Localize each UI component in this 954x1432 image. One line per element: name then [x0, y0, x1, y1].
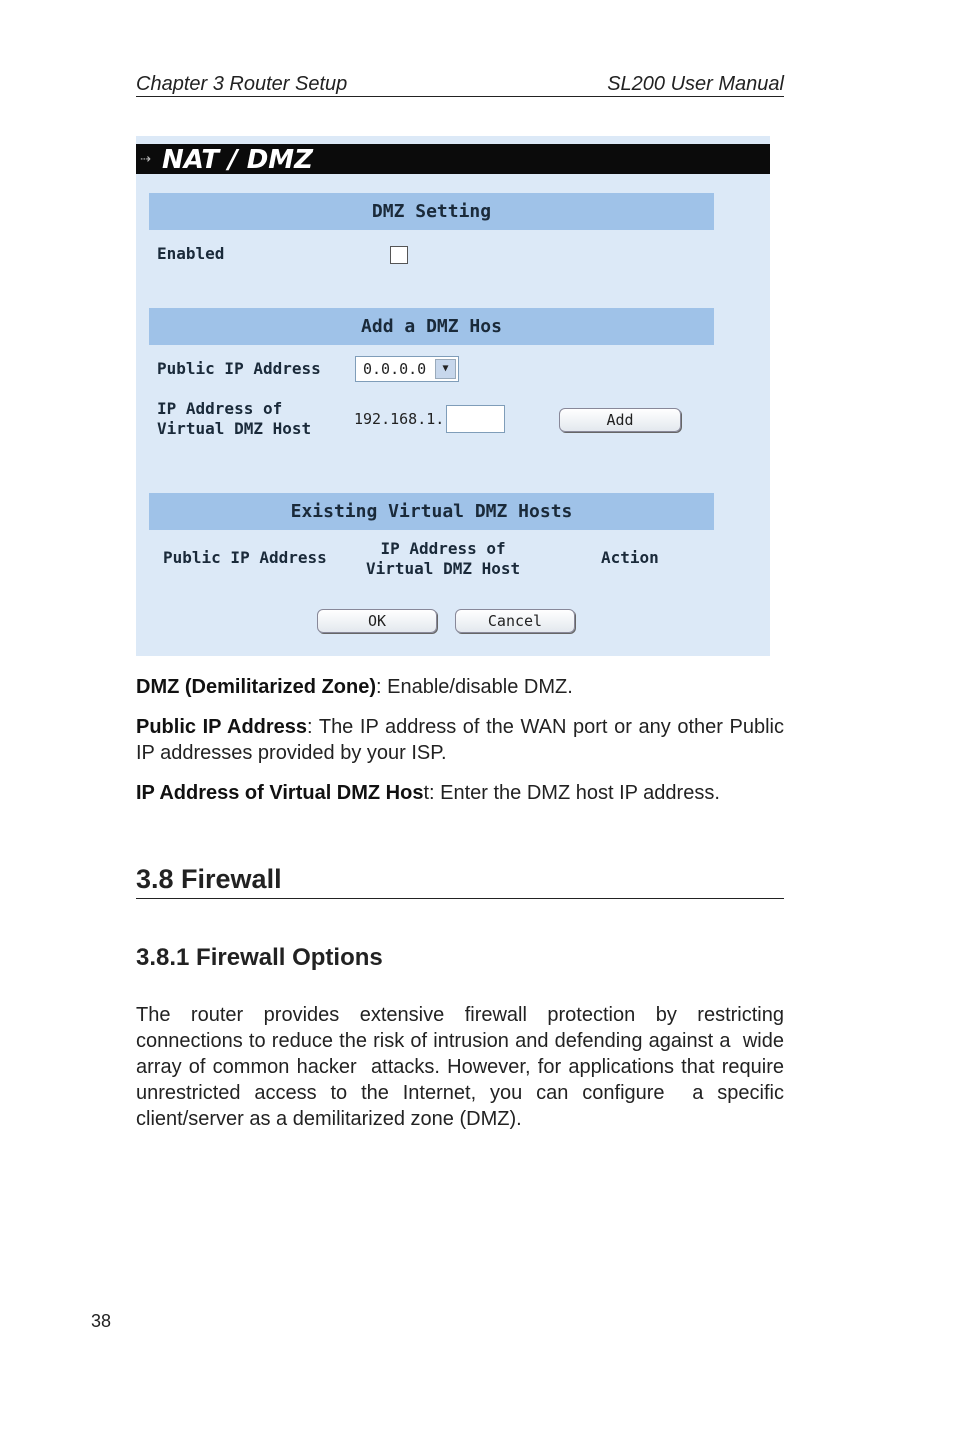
arrow-icon: ⇢ [140, 151, 151, 166]
col-virtual-ip-line1: IP Address of [380, 539, 506, 558]
virtual-ip-label-line2: Virtual DMZ Host [157, 419, 312, 438]
screenshot-title: NAT / DMZ [162, 145, 314, 175]
section-heading: 3.8 Firewall [136, 864, 784, 899]
screenshot-titlebar [136, 144, 770, 174]
subsection-heading: 3.8.1 Firewall Options [136, 944, 383, 971]
virtual-ip-text: t: Enter the DMZ host IP address. [423, 782, 720, 804]
public-ip-term: Public IP Address [136, 716, 308, 738]
ok-button[interactable]: OK [317, 609, 437, 633]
virtual-ip-term: IP Address of Virtual DMZ Hos [136, 782, 424, 804]
page-number: 38 [91, 1311, 112, 1331]
enabled-checkbox[interactable] [390, 246, 408, 264]
col-virtual-ip-line2: Virtual DMZ Host [366, 559, 521, 578]
add-button[interactable]: Add [559, 408, 681, 432]
public-ip-value: 0.0.0.0 [363, 360, 427, 378]
enabled-label: Enabled [157, 244, 225, 263]
public-ip-description [136, 714, 784, 766]
dmz-setting-heading: DMZ Setting [149, 193, 714, 230]
virtual-ip-label-line1: IP Address of [157, 399, 283, 418]
nat-dmz-screenshot [136, 136, 770, 656]
public-ip-select[interactable] [355, 356, 459, 382]
virtual-ip-input[interactable] [446, 405, 505, 433]
virtual-ip-label [157, 399, 311, 439]
firewall-body-text: The router provides extensive firewall protection by restricting connections to reduce the risk of intrusion and defending against a wide array of common hacker attacks. However, for applications that require unrestricted access to the Internet, you can configure a specific client/server as a demilitarized zone (DMZ). [136, 1004, 790, 1130]
virtual-ip-prefix: 192.168.1. [354, 410, 445, 428]
public-ip-text: : The IP address of the WAN port or any other Public IP addresses provided by your ISP. [136, 716, 784, 764]
page-header [136, 72, 784, 97]
manual-title: SL200 User Manual [607, 73, 784, 95]
dmz-description [136, 674, 784, 700]
chapter-title: Chapter 3 Router Setup [136, 73, 348, 95]
public-ip-label: Public IP Address [157, 359, 321, 378]
dmz-term: DMZ (Demilitarized Zone) [136, 676, 377, 698]
existing-hosts-heading: Existing Virtual DMZ Hosts [149, 493, 714, 530]
col-action: Action [601, 548, 659, 567]
virtual-ip-description [136, 780, 784, 806]
col-public-ip: Public IP Address [163, 548, 327, 567]
dmz-text: : Enable/disable DMZ. [376, 676, 573, 698]
col-virtual-ip [366, 539, 520, 579]
cancel-button[interactable]: Cancel [455, 609, 575, 633]
chevron-down-icon[interactable]: ▼ [435, 359, 456, 379]
add-dmz-host-heading: Add a DMZ Hos [149, 308, 714, 345]
